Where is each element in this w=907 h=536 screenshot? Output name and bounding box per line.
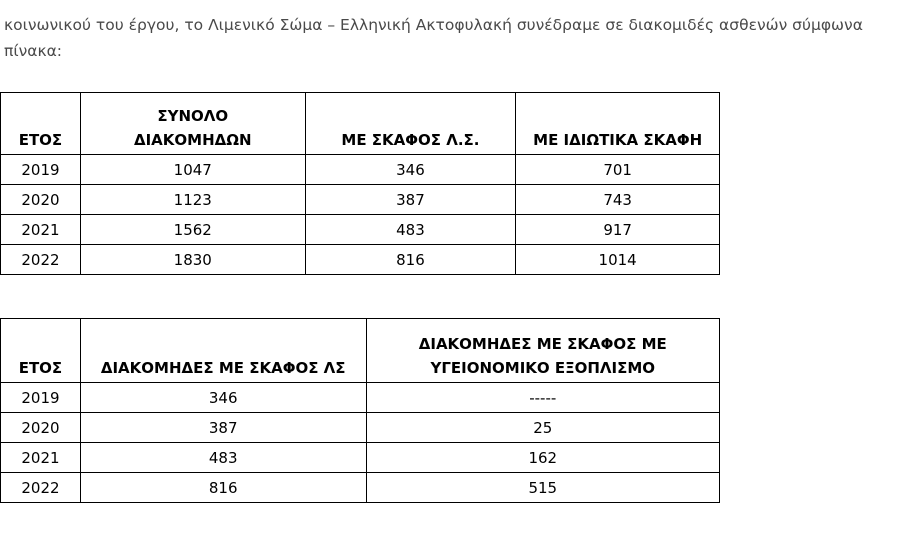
cell-total: 1047 <box>80 155 305 185</box>
cell-medical: 25 <box>366 413 719 443</box>
cell-year: 2020 <box>1 413 81 443</box>
cell-coastguard: 483 <box>305 215 516 245</box>
cell-coastguard: 346 <box>305 155 516 185</box>
cell-total: 1123 <box>80 185 305 215</box>
table-row <box>1 185 720 215</box>
header-total-line-1: ΣΥΝΟΛΟ <box>157 107 229 125</box>
header-medical-line-1: ΔΙΑΚΟΜΗΔΕΣ ΜΕ ΣΚΑΦΟΣ ΜΕ <box>418 335 667 353</box>
medical-equipment-table <box>0 318 720 503</box>
cell-medical: 162 <box>366 443 719 473</box>
header-private-vessels: ΜΕ ΙΔΙΩΤΙΚΑ ΣΚΑΦΗ <box>516 93 720 155</box>
cell-medical: ----- <box>366 383 719 413</box>
header-total-line-2: ΔΙΑΚΟΜΗΔΩΝ <box>133 131 252 149</box>
header-coastguard-vessel: ΜΕ ΣΚΑΦΟΣ Λ.Σ. <box>305 93 516 155</box>
cell-year: 2022 <box>1 473 81 503</box>
cell-year: 2019 <box>1 383 81 413</box>
cell-private: 743 <box>516 185 720 215</box>
header-year: ΕΤΟΣ <box>1 319 81 383</box>
cell-year: 2021 <box>1 215 81 245</box>
cell-private: 1014 <box>516 245 720 275</box>
cell-coastguard: 387 <box>305 185 516 215</box>
table-row <box>1 473 720 503</box>
cell-total: 1830 <box>80 245 305 275</box>
header-year: ΕΤΟΣ <box>1 93 81 155</box>
table-row <box>1 383 720 413</box>
cell-medical: 515 <box>366 473 719 503</box>
header-medical-line-2: ΥΓΕΙΟΝΟΜΙΚΟ ΕΞΟΠΛΙΣΜΟ <box>430 359 656 377</box>
header-coastguard-transfers: ΔΙΑΚΟΜΗΔΕΣ ΜΕ ΣΚΑΦΟΣ ΛΣ <box>80 319 366 383</box>
table-header-row <box>1 319 720 383</box>
intro-paragraph <box>4 12 907 64</box>
table-header-row <box>1 93 720 155</box>
header-medical-equipped-vessel <box>366 319 719 383</box>
cell-year: 2019 <box>1 155 81 185</box>
cell-year: 2021 <box>1 443 81 473</box>
intro-line-2: πίνακα: <box>4 42 63 60</box>
transfers-table <box>0 92 720 275</box>
table-row <box>1 245 720 275</box>
cell-private: 917 <box>516 215 720 245</box>
cell-year: 2022 <box>1 245 81 275</box>
cell-coastguard: 346 <box>80 383 366 413</box>
cell-private: 701 <box>516 155 720 185</box>
table-row <box>1 155 720 185</box>
header-total-transfers <box>80 93 305 155</box>
cell-year: 2020 <box>1 185 81 215</box>
table-row <box>1 413 720 443</box>
cell-total: 1562 <box>80 215 305 245</box>
table-row <box>1 215 720 245</box>
cell-coastguard: 483 <box>80 443 366 473</box>
table-row <box>1 443 720 473</box>
cell-coastguard: 816 <box>80 473 366 503</box>
cell-coastguard: 816 <box>305 245 516 275</box>
cell-coastguard: 387 <box>80 413 366 443</box>
intro-line-1: κοινωνικού του έργου, το Λιμενικό Σώμα – Ελληνική Ακτοφυλακή συνέδραμε σε διακομιδές ασθενών σύμφωνα <box>4 16 863 34</box>
